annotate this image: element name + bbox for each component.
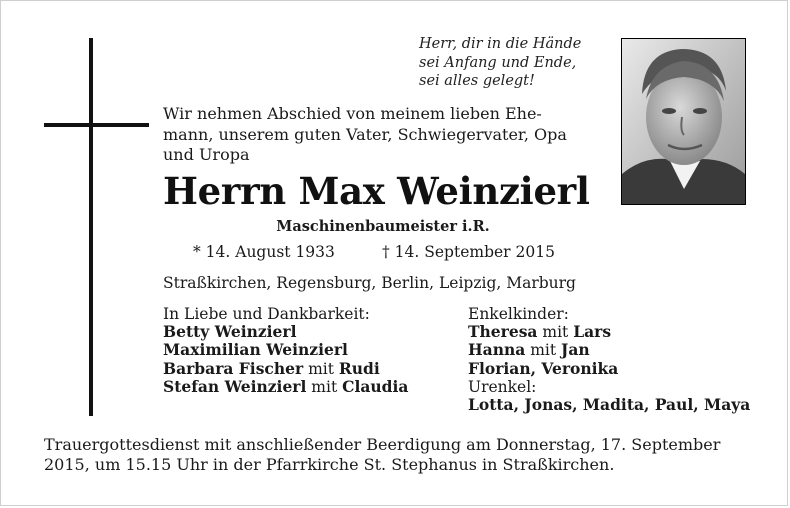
death-date: † 14. September 2015	[382, 243, 555, 261]
grandchild-row	[468, 341, 750, 359]
mourner-row	[163, 323, 408, 341]
mourner-join: mit	[306, 377, 343, 396]
grandchild-name: Florian, Veronika	[468, 358, 619, 378]
service-line: 2015, um 15.15 Uhr in der Pfarrkirche St. Stephanus in Straßkirchen.	[44, 455, 615, 474]
mourner-name: Stefan Weinzierl	[163, 376, 307, 396]
grandchild-join: mit	[525, 341, 562, 360]
mourner-partner: Claudia	[342, 376, 409, 396]
intro-line: und Uropa	[163, 145, 250, 164]
grandchild-name: Theresa	[468, 322, 538, 342]
mourner-partner: Rudi	[338, 358, 380, 378]
portrait-photo	[621, 38, 746, 205]
mourner-row	[163, 360, 408, 378]
grandchild-row	[468, 360, 750, 378]
grandchildren-heading: Enkelkinder:	[468, 305, 569, 323]
grandchild-partner: Jan	[561, 340, 590, 360]
intro-text	[163, 104, 603, 166]
verse-line: sei Anfang und Ende,	[419, 54, 577, 71]
service-line: Trauergottesdienst mit anschließender Beerdigung am Donnerstag, 17. September	[44, 435, 721, 454]
cross-vertical-bar	[89, 38, 93, 416]
mourners-heading: In Liebe und Dankbarkeit:	[163, 305, 370, 323]
deceased-profession: Maschinenbaumeister i.R.	[276, 218, 490, 235]
grandchild-join: mit	[537, 323, 574, 342]
great-grandchildren-heading: Urenkel:	[468, 377, 537, 396]
verse-line: Herr, dir in die Hände	[419, 36, 582, 52]
mourner-row	[163, 378, 408, 396]
mourner-name: Betty Weinzierl	[163, 322, 297, 342]
mourner-name: Barbara Fischer	[163, 358, 304, 378]
verse-line: sei alles gelegt!	[419, 73, 535, 89]
intro-line: Wir nehmen Abschied von meinem lieben Ehe-	[163, 104, 542, 123]
grandchild-row	[468, 323, 750, 341]
mourner-row	[163, 341, 408, 359]
mourners-right	[468, 305, 750, 414]
mourners-left	[163, 305, 408, 396]
intro-line: mann, unserem guten Vater, Schwiegervater, Opa	[163, 124, 567, 144]
grandchild-name: Hanna	[468, 340, 526, 360]
birth-date: * 14. August 1933	[193, 243, 335, 261]
funeral-service-info	[44, 435, 764, 475]
mourner-name: Maximilian Weinzierl	[163, 340, 348, 360]
mourner-join: mit	[303, 359, 339, 378]
deceased-name: Herrn Max Weinzierl	[163, 169, 590, 213]
portrait-image	[622, 39, 745, 204]
bible-verse	[419, 35, 609, 91]
great-grandchildren-names: Lotta, Jonas, Madita, Paul, Maya	[468, 395, 751, 415]
places-list: Straßkirchen, Regensburg, Berlin, Leipzig, Marburg	[163, 274, 576, 292]
cross-horizontal-bar	[44, 123, 149, 127]
grandchild-partner: Lars	[573, 322, 612, 342]
